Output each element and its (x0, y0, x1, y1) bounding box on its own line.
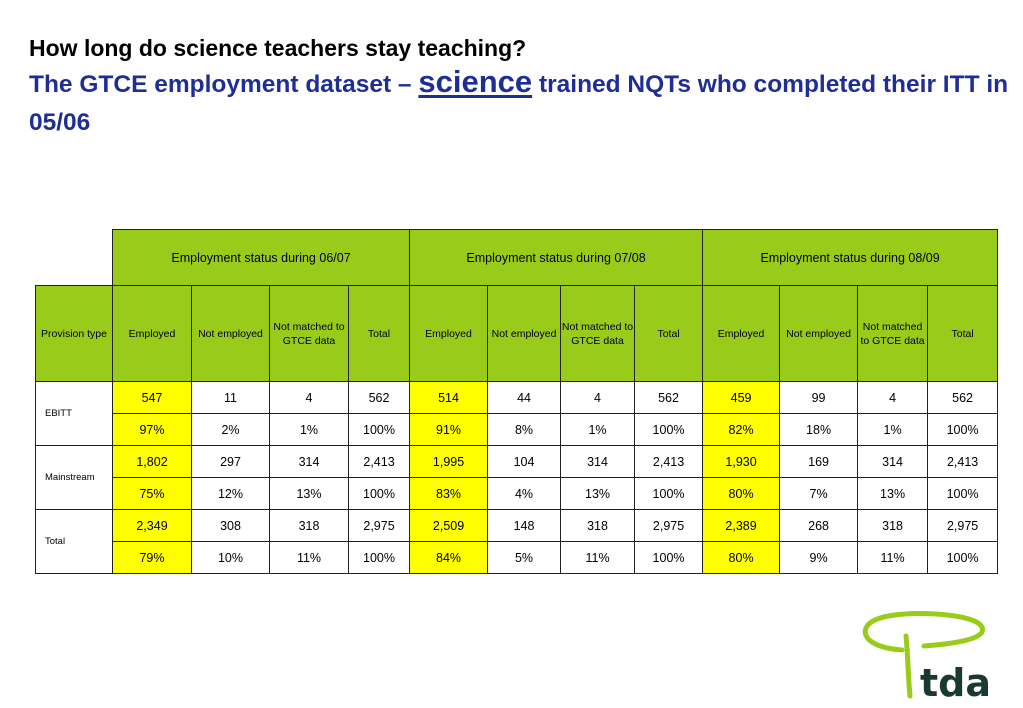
table-cell: 2,413 (928, 446, 998, 478)
table-cell: 97% (113, 414, 192, 446)
column-header: Employed (703, 286, 780, 382)
logo-text: tda (920, 661, 992, 702)
table-cell: 13% (270, 478, 349, 510)
table-cell: 82% (703, 414, 780, 446)
column-header: Total (635, 286, 703, 382)
column-header: Employed (113, 286, 192, 382)
table-cell: 79% (113, 542, 192, 574)
table-row (36, 446, 998, 478)
table-cell: 4 (858, 382, 928, 414)
subheading-part-2: trained NQTs who completed their ITT in 05/06 (29, 71, 1009, 136)
table-row (36, 382, 998, 414)
table-cell: 318 (858, 510, 928, 542)
table-cell: 100% (928, 414, 998, 446)
table-cell: 1% (858, 414, 928, 446)
column-header: Total (928, 286, 998, 382)
table-cell: 314 (270, 446, 349, 478)
table-cell: 100% (349, 542, 410, 574)
column-header: Not matched to GTCE data (858, 286, 928, 382)
table-cell: 562 (349, 382, 410, 414)
table-cell: 11% (561, 542, 635, 574)
logo-stem (906, 636, 910, 696)
table-cell: 2,509 (410, 510, 488, 542)
tda-logo (856, 606, 1006, 702)
table-cell: 314 (561, 446, 635, 478)
table-cell: 4% (488, 478, 561, 510)
table-cell: 169 (780, 446, 858, 478)
table-cell: 2,975 (928, 510, 998, 542)
table-cell: 13% (858, 478, 928, 510)
table-cell: 547 (113, 382, 192, 414)
table-cell: 100% (635, 542, 703, 574)
table-cell: 1% (561, 414, 635, 446)
column-header: Not matched to GTCE data (270, 286, 349, 382)
table-cell: 8% (488, 414, 561, 446)
table-cell: 1,930 (703, 446, 780, 478)
table-cell: 2,975 (635, 510, 703, 542)
table-cell: 11% (270, 542, 349, 574)
group-header-3: Employment status during 08/09 (703, 230, 998, 286)
provision-label: Total (36, 510, 113, 574)
table-row (36, 414, 998, 446)
table-cell: 100% (928, 478, 998, 510)
table-cell: 84% (410, 542, 488, 574)
provision-type-header: Provision type (36, 286, 113, 382)
table-cell: 2,389 (703, 510, 780, 542)
table-cell: 4 (270, 382, 349, 414)
table-row (36, 510, 998, 542)
subheading-part-1: The GTCE employment dataset – (29, 71, 419, 98)
table-cell: 514 (410, 382, 488, 414)
table-cell: 100% (349, 478, 410, 510)
table-cell: 1% (270, 414, 349, 446)
logo-swoosh (865, 614, 982, 650)
table-cell: 91% (410, 414, 488, 446)
table-cell: 459 (703, 382, 780, 414)
table-cell: 7% (780, 478, 858, 510)
column-header: Total (349, 286, 410, 382)
table-cell: 4 (561, 382, 635, 414)
table-cell: 83% (410, 478, 488, 510)
group-header-2: Employment status during 07/08 (410, 230, 703, 286)
table-cell: 100% (928, 542, 998, 574)
table-cell: 11 (192, 382, 270, 414)
employment-table (35, 229, 998, 574)
table-cell: 13% (561, 478, 635, 510)
table-cell: 2% (192, 414, 270, 446)
table-cell: 5% (488, 542, 561, 574)
group-header-1: Employment status during 06/07 (113, 230, 410, 286)
table-cell: 2,413 (635, 446, 703, 478)
table-cell: 10% (192, 542, 270, 574)
title-block (29, 33, 1009, 142)
table-cell: 9% (780, 542, 858, 574)
page-subheading (29, 63, 1009, 142)
table-cell: 1,802 (113, 446, 192, 478)
corner-cell (36, 230, 113, 286)
table-cell: 562 (635, 382, 703, 414)
group-header-row (36, 230, 998, 286)
column-header: Not employed (192, 286, 270, 382)
provision-label: EBITT (36, 382, 113, 446)
page-heading: How long do science teachers stay teaching? (29, 35, 527, 61)
table-cell: 100% (635, 478, 703, 510)
column-header: Employed (410, 286, 488, 382)
table-cell: 80% (703, 478, 780, 510)
table-cell: 268 (780, 510, 858, 542)
table-cell: 318 (270, 510, 349, 542)
table-cell: 18% (780, 414, 858, 446)
table-cell: 100% (349, 414, 410, 446)
table-cell: 2,349 (113, 510, 192, 542)
table-cell: 297 (192, 446, 270, 478)
column-header: Not employed (780, 286, 858, 382)
table-cell: 562 (928, 382, 998, 414)
table-cell: 12% (192, 478, 270, 510)
table-row (36, 478, 998, 510)
table-cell: 99 (780, 382, 858, 414)
column-header: Not matched to GTCE data (561, 286, 635, 382)
table-cell: 80% (703, 542, 780, 574)
table-cell: 148 (488, 510, 561, 542)
table-cell: 1,995 (410, 446, 488, 478)
table-cell: 104 (488, 446, 561, 478)
subheading-emphasis: science (418, 64, 533, 99)
table-cell: 100% (635, 414, 703, 446)
provision-label: Mainstream (36, 446, 113, 510)
table-row (36, 542, 998, 574)
table-cell: 2,975 (349, 510, 410, 542)
table-cell: 314 (858, 446, 928, 478)
table-cell: 11% (858, 542, 928, 574)
table-cell: 44 (488, 382, 561, 414)
table-cell: 75% (113, 478, 192, 510)
column-header: Not employed (488, 286, 561, 382)
table-cell: 308 (192, 510, 270, 542)
table-cell: 2,413 (349, 446, 410, 478)
column-header-row (36, 286, 998, 382)
table-cell: 318 (561, 510, 635, 542)
